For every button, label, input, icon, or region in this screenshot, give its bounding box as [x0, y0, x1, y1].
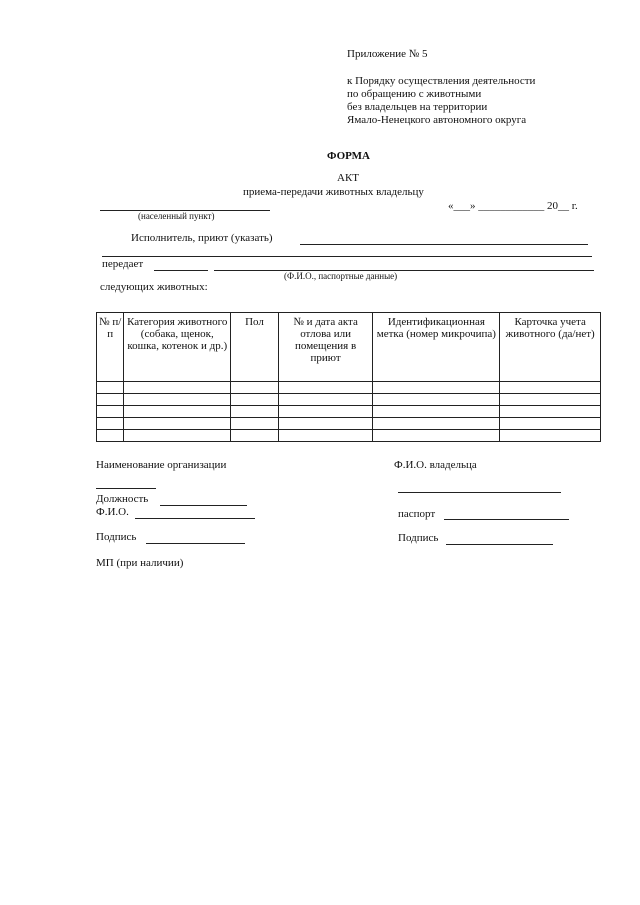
locality-caption: (населенный пункт)	[138, 211, 215, 221]
animals-table	[96, 312, 601, 442]
fio-label: Ф.И.О.	[96, 506, 129, 518]
stamp-label: МП (при наличии)	[96, 557, 184, 569]
col-sex: Пол	[231, 313, 279, 382]
col-category: Категория животного (собака, щенок, кошка, котенок и др.)	[124, 313, 231, 382]
table-row	[97, 430, 601, 442]
table-row	[97, 406, 601, 418]
org-line	[96, 488, 156, 489]
owner-line	[398, 492, 561, 493]
signature-right-line	[446, 544, 553, 545]
passport-label: паспорт	[398, 508, 436, 520]
header-line-3: без владельцев на территории	[347, 101, 488, 113]
header-line-2: по обращению с животными	[347, 88, 482, 100]
act-date: «___» ____________ 20__ г.	[448, 200, 578, 212]
table-header-row	[97, 313, 601, 382]
executor-line-2	[102, 256, 592, 257]
header-line-4: Ямало-Ненецкого автономного округа	[347, 114, 527, 126]
col-card: Карточка учета животного (да/нет)	[500, 313, 601, 382]
executor-line	[300, 244, 588, 245]
col-chip: Идентификационная метка (номер микрочипа)	[373, 313, 500, 382]
owner-name-label: Ф.И.О. владельца	[394, 459, 477, 471]
org-name-label: Наименование организации	[96, 459, 227, 471]
col-number: № п/п	[97, 313, 124, 382]
following-animals: следующих животных:	[100, 281, 208, 293]
table-row	[97, 394, 601, 406]
table-row	[97, 418, 601, 430]
position-label: Должность	[96, 493, 149, 505]
position-line	[160, 505, 247, 506]
table-row	[97, 382, 601, 394]
col-act: № и дата акта отлова или помещения в приют	[278, 313, 373, 382]
fio-line	[135, 518, 255, 519]
appendix-number: Приложение № 5	[347, 48, 428, 60]
signature-left-line	[146, 543, 245, 544]
transfers-line-a	[154, 270, 208, 271]
transfers-label: передает	[102, 258, 144, 270]
transfers-line-b	[214, 270, 594, 271]
person-caption: (Ф.И.О., паспортные данные)	[284, 271, 398, 281]
act-title: АКТ	[337, 172, 359, 184]
signature-right-label: Подпись	[398, 532, 439, 544]
signature-left-label: Подпись	[96, 531, 137, 543]
header-line-1: к Порядку осуществления деятельности	[347, 75, 536, 87]
passport-line	[444, 519, 569, 520]
executor-label: Исполнитель, приют (указать)	[131, 232, 273, 244]
act-subtitle: приема-передачи животных владельцу	[243, 186, 424, 198]
form-label: ФОРМА	[327, 150, 370, 162]
